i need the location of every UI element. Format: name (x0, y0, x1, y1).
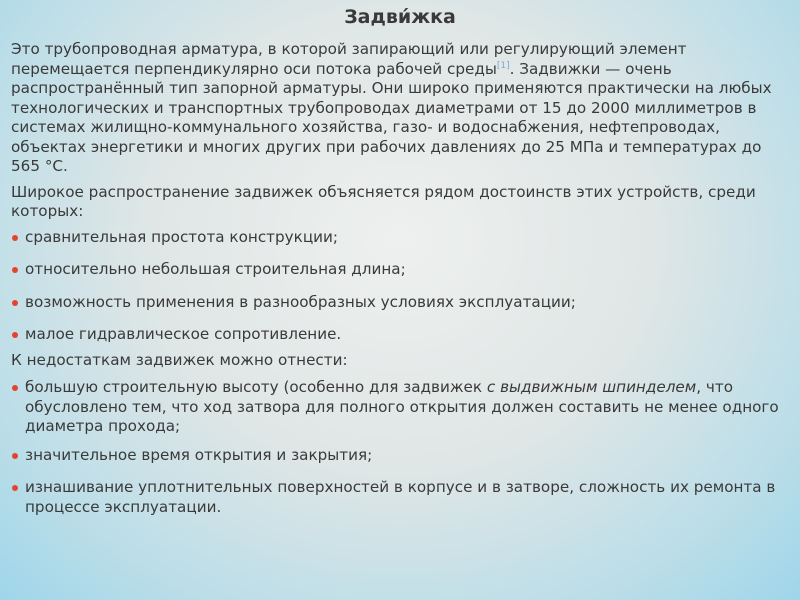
list-item (11, 446, 793, 466)
bullet-icon (12, 385, 18, 391)
bullet-icon (12, 485, 18, 491)
list-item (11, 478, 793, 517)
advantages-list (11, 228, 793, 345)
slide-title: Задви́жка (344, 6, 456, 28)
disadvantages-list (11, 378, 793, 517)
bullet-icon (12, 453, 18, 459)
list-item-text: значительное время открытия и закрытия; (25, 445, 373, 464)
list-item (11, 325, 793, 345)
bullet-icon (12, 267, 18, 273)
list-item-text: относительно небольшая строительная длина; (25, 260, 406, 278)
list-item (11, 260, 793, 280)
list-item (11, 378, 793, 437)
list-item-text-a: большую строительную высоту (особенно для задвижек (25, 378, 487, 396)
list-item-italic: с выдвижным шпинделем (486, 378, 697, 396)
list-item-text-b: , что обусловлено тем, что ход затвора для полного открытия должен составить не менее одного диаметра прохода; (25, 378, 779, 435)
bullet-icon (12, 235, 18, 241)
list-item-text: сравнительная простота конструкции; (25, 227, 339, 246)
advantages-intro: Широкое распространение задвижек объясняется рядом достоинств этих устройств, среди которых: (11, 182, 756, 220)
intro-text-b: . Задвижки — очень распространённый тип запорной арматуры. Они широко применяются практически на любых технологических и транспортных трубопроводах диаметрами от 15 до 2000 миллиметров в системах жилищно-коммунального хозяйства, газо- и водоснабжения, нефтепроводах, объектах энергетики и многих других при рабочих давлениях до 25 МПа и температурах до 565 °С. (11, 59, 772, 175)
list-item (11, 293, 793, 313)
list-item-text: малое гидравлическое сопротивление. (25, 325, 342, 343)
slide-content (11, 40, 793, 530)
bullet-icon (12, 332, 18, 338)
list-item-text: возможность применения в разнообразных условиях эксплуатации; (25, 292, 576, 311)
reference-link[interactable]: [1] (496, 60, 510, 71)
intro-paragraph (11, 40, 793, 177)
bullet-icon (12, 300, 18, 306)
list-item (11, 228, 793, 248)
list-item-text: изнашивание уплотнительных поверхностей в корпусе и в затворе, сложность их ремонта в процессе эксплуатации. (25, 478, 776, 516)
disadvantages-intro: К недостаткам задвижек можно отнести: (11, 350, 348, 369)
intro-text-a: Это трубопроводная арматура, в которой запирающий или регулирующий элемент перемещается перпендикулярно оси потока рабочей среды (11, 40, 687, 78)
